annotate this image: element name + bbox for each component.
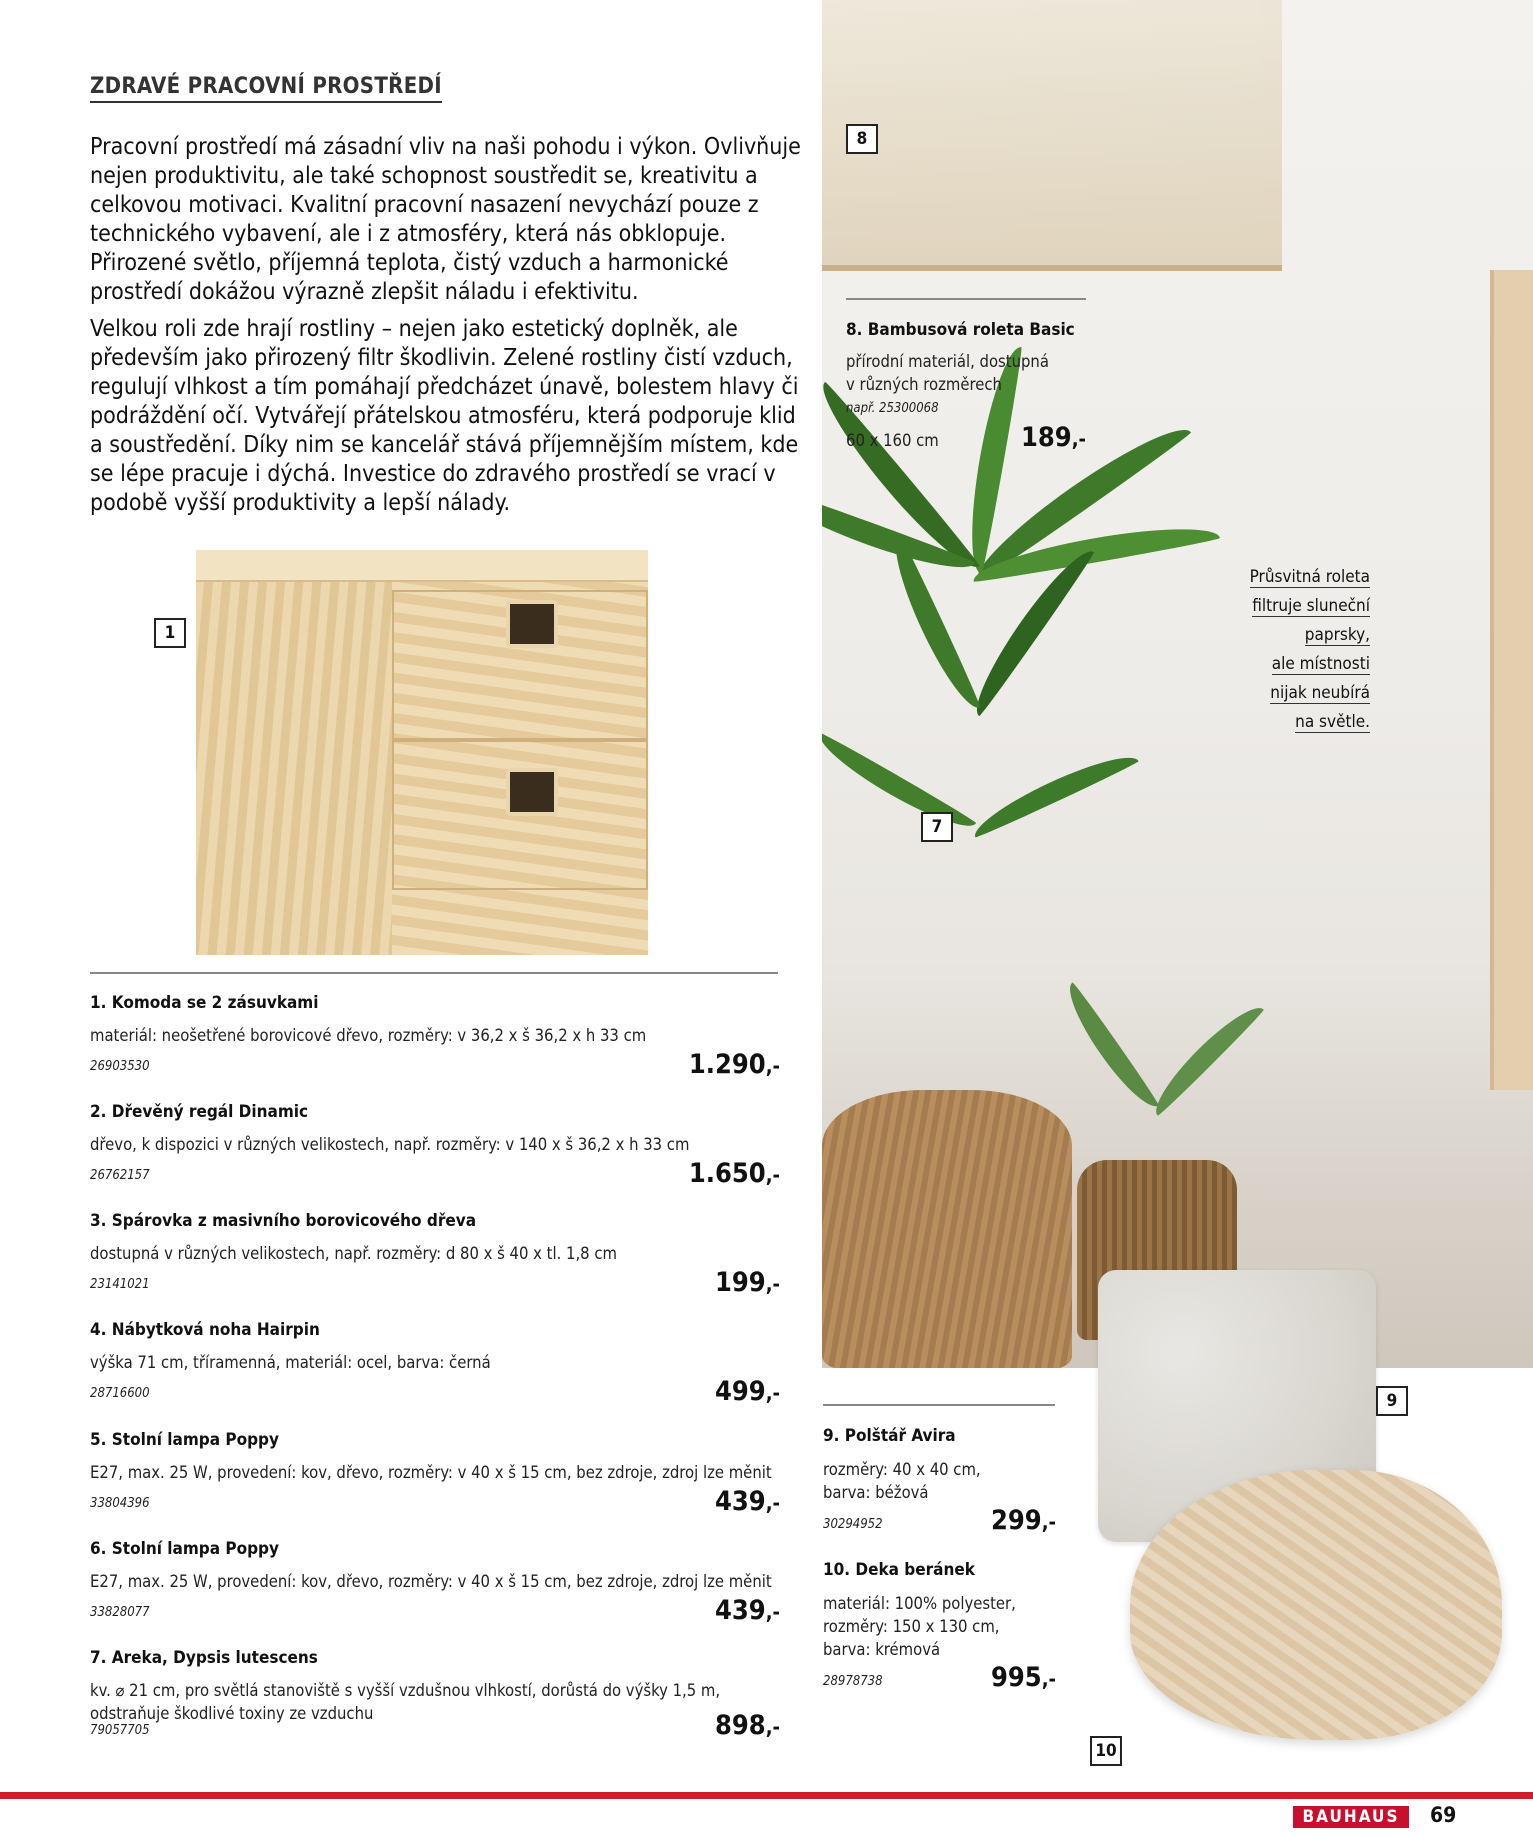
product-desc: dostupná v různých velikostech, např. rozměry: d 80 x š 40 x tl. 1,8 cm — [90, 1244, 617, 1263]
product-desc: materiál: neošetřené borovicové dřevo, rozměry: v 36,2 x š 36,2 x h 33 cm — [90, 1026, 647, 1045]
product-name: 4. Nábytková noha Hairpin — [90, 1320, 320, 1340]
shelf-image — [1490, 270, 1533, 1090]
divider — [823, 1404, 1055, 1406]
product-name: 7. Areka, Dypsis lutescens — [90, 1648, 318, 1668]
drawer-handle — [506, 768, 558, 816]
lifestyle-photo — [822, 0, 1533, 1368]
product-price: 189,- — [1020, 422, 1086, 453]
caption-line: paprsky, — [1304, 625, 1370, 645]
product-price: 1.290,- — [688, 1049, 780, 1080]
drawer-handle — [506, 600, 558, 648]
page-number: 69 — [1430, 1803, 1457, 1827]
section-title: ZDRAVÉ PRACOVNÍ PROSTŘEDÍ — [90, 74, 442, 103]
product-desc: E27, max. 25 W, provedení: kov, dřevo, rozměry: v 40 x š 15 cm, bez zdroje, zdroj lze měnit — [90, 1572, 772, 1591]
caption-line: filtruje sluneční — [1252, 596, 1370, 616]
product-desc: rozměry: 150 x 130 cm, — [823, 1617, 1000, 1636]
product-code: 33828077 — [90, 1605, 150, 1620]
product-name: 1. Komoda se 2 zásuvkami — [90, 993, 319, 1013]
marker-9: 9 — [1376, 1386, 1408, 1416]
product-desc: barva: krémová — [823, 1640, 941, 1659]
product-price: 499,- — [714, 1376, 780, 1407]
product-code: např. 25300068 — [846, 401, 939, 416]
product-price: 1.650,- — [688, 1158, 780, 1189]
cabinet-top — [196, 550, 648, 582]
product-price: 439,- — [714, 1486, 780, 1517]
blind-caption — [1180, 563, 1370, 737]
basket-image — [822, 1090, 1072, 1368]
product-price: 439,- — [714, 1595, 780, 1626]
blanket-image — [1130, 1470, 1502, 1740]
product-desc: výška 71 cm, tříramenná, materiál: ocel, barva: černá — [90, 1353, 491, 1372]
product-code: 28716600 — [90, 1386, 150, 1401]
product-name: 9. Polštář Avira — [823, 1426, 956, 1446]
product-desc: materiál: 100% polyester, — [823, 1594, 1016, 1613]
divider — [90, 972, 778, 974]
product-desc: E27, max. 25 W, provedení: kov, dřevo, rozměry: v 40 x š 15 cm, bez zdroje, zdroj lze měnit — [90, 1463, 772, 1482]
product-price: 199,- — [714, 1267, 780, 1298]
caption-line: ale místnosti — [1271, 654, 1370, 674]
bamboo-blind-image — [822, 0, 1282, 271]
product-name: 2. Dřevěný regál Dinamic — [90, 1102, 309, 1122]
product-name: 8. Bambusová roleta Basic — [846, 320, 1075, 340]
product-name: 10. Deka beránek — [823, 1560, 975, 1580]
caption-line: Průsvitná roleta — [1249, 567, 1370, 587]
marker-1: 1 — [154, 618, 186, 648]
marker-7: 7 — [921, 812, 953, 842]
product-desc: rozměry: 40 x 40 cm, — [823, 1460, 981, 1479]
product-code: 30294952 — [823, 1517, 883, 1532]
marker-10: 10 — [1090, 1736, 1122, 1766]
caption-line: na světle. — [1295, 712, 1370, 732]
product-desc: přírodní materiál, dostupná — [846, 352, 1049, 371]
product-code: 26903530 — [90, 1059, 150, 1074]
product-desc: barva: béžová — [823, 1483, 929, 1502]
intro-paragraph-1: Pracovní prostředí má zásadní vliv na naši pohodu i výkon. Ovlivňuje nejen produktivitu, ale také schopnost soustředit se, kreativitu a celkovou motivaci. Kvalitní pracovní nasazení nevychází pouze z technického vybavení, ale i z atmosféry, která nás obklopuje. Přirozené světlo, příjemná teplota, čistý vzduch a harmonické prostředí dokážou výrazně zlepšit náladu i efektivitu. — [90, 134, 801, 305]
product-code: 23141021 — [90, 1277, 150, 1292]
intro-paragraph-2: Velkou roli zde hrají rostliny – nejen jako estetický doplněk, ale především jako přirozený filtr škodlivin. Zelené rostliny čistí vzduch, regulují vlhkost a tím pomáhají předcházet únavě, bolestem hlavy či podráždění očí. Vytvářejí přátelskou atmosféru, která podporuje klid a soustředění. Díky nim se kancelář stává příjemnějším místem, kde se lépe pracuje i dýchá. Investice do zdravého prostředí se vrací v podobě vyšší produktivity a lepší nálady. — [90, 316, 799, 516]
product-code: 26762157 — [90, 1168, 150, 1183]
product-price: 995,- — [990, 1662, 1056, 1693]
cabinet-side — [196, 570, 392, 955]
divider — [846, 298, 1086, 300]
product-desc: v různých rozměrech — [846, 375, 1002, 394]
product-desc: kv. ⌀ 21 cm, pro světlá stanoviště s vyšší vzdušnou vlhkostí, dorůstá do výšky 1,5 m, odstraňuje škodlivé toxiny ze vzduchu — [90, 1681, 721, 1723]
product-code: 33804396 — [90, 1496, 150, 1511]
caption-line: nijak neubírá — [1270, 683, 1370, 703]
bauhaus-logo: BAUHAUS — [1293, 1806, 1409, 1828]
product-price: 898,- — [714, 1710, 780, 1741]
product-size: 60 x 160 cm — [846, 431, 939, 450]
footer-bar — [0, 1792, 1533, 1799]
product-code: 79057705 — [90, 1723, 150, 1738]
product-price: 299,- — [990, 1505, 1056, 1536]
product-name: 5. Stolní lampa Poppy — [90, 1430, 279, 1450]
product-name: 3. Spárovka z masivního borovicového dřeva — [90, 1211, 477, 1231]
product-name: 6. Stolní lampa Poppy — [90, 1539, 279, 1559]
marker-8: 8 — [846, 124, 878, 154]
cabinet-image — [196, 550, 648, 955]
product-desc: dřevo, k dispozici v různých velikostech, např. rozměry: v 140 x š 36,2 x h 33 cm — [90, 1135, 690, 1154]
product-code: 28978738 — [823, 1674, 883, 1689]
intro-text — [90, 133, 810, 526]
